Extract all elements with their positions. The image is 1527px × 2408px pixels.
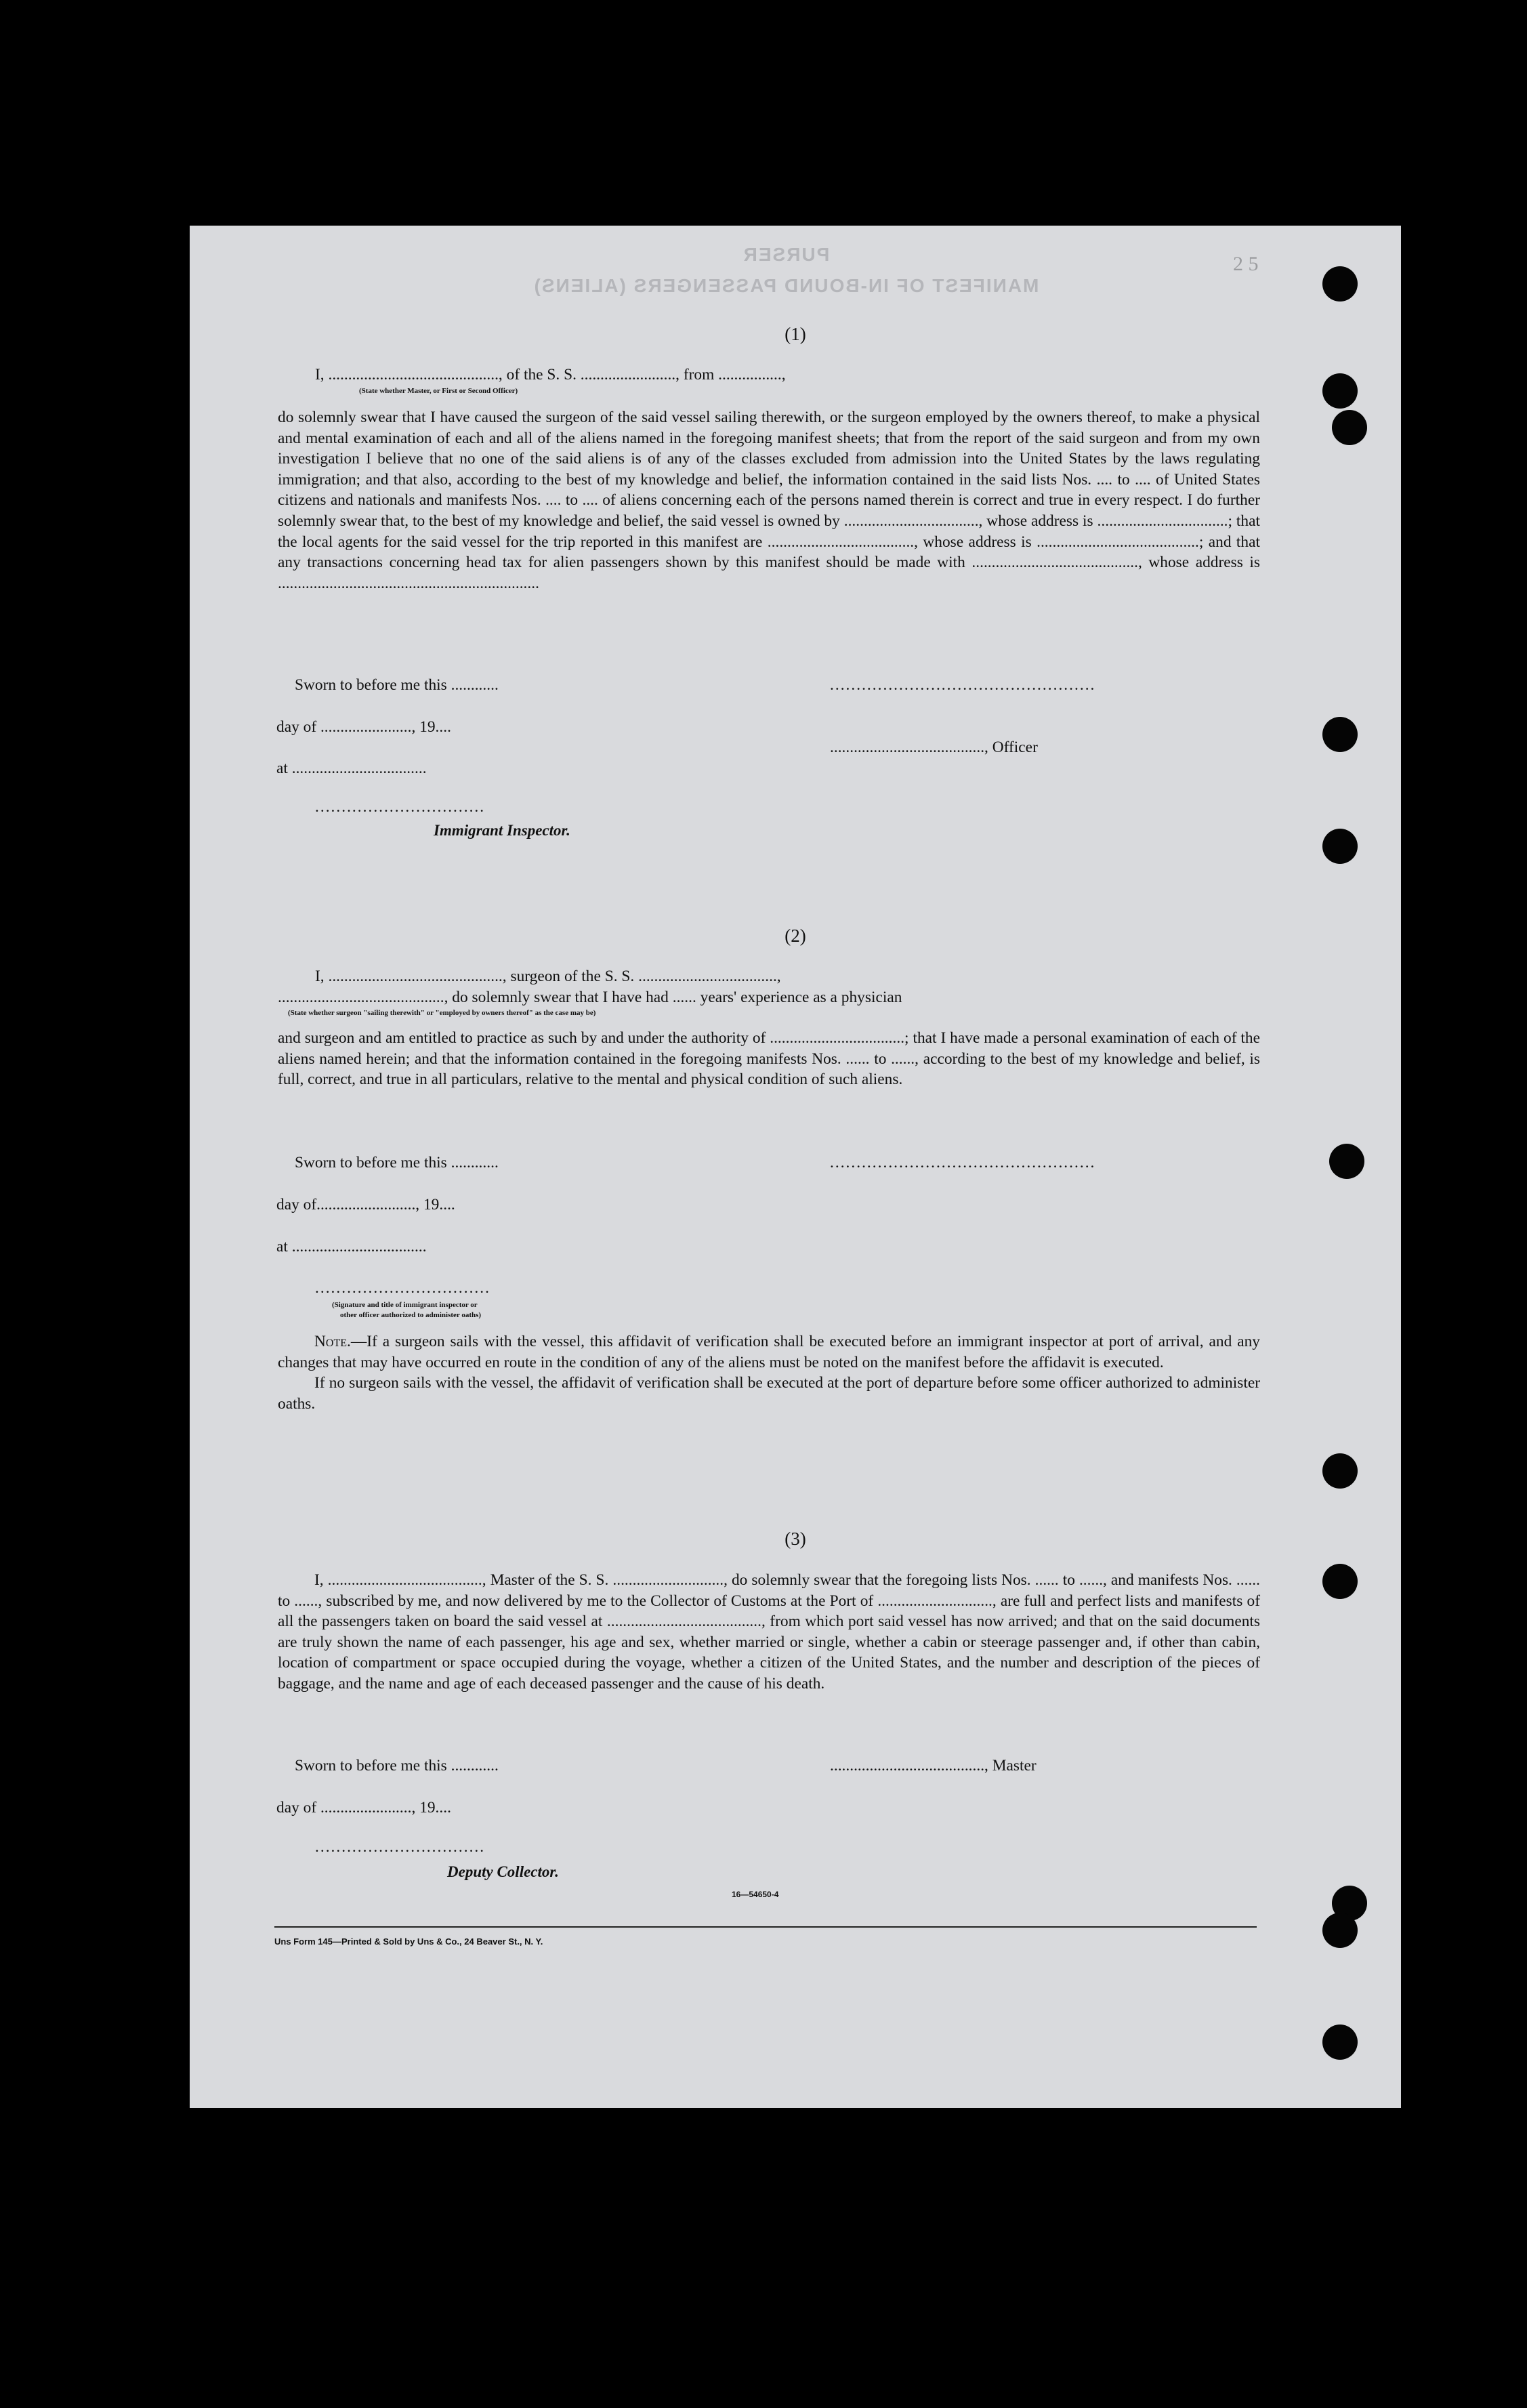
section-1-inspector-dots: ................................: [315, 798, 486, 816]
section-1-inspector-caption: Immigrant Inspector.: [434, 822, 570, 839]
section-1-at: at ..................................: [276, 760, 427, 777]
note-text: —If a surgeon sails with the vessel, this affidavit of verification shall be executed before an immigrant inspector at port of arrival, and any changes that may have occurred en route in the condition of any of the aliens must be noted on the manifest before the affidavit is executed.: [278, 1333, 1260, 1371]
section-3-collector-caption: Deputy Collector.: [447, 1863, 559, 1880]
punch-hole: [1322, 2025, 1358, 2060]
section-1-line1: I, ..........................................., of the S. S. ........................, from ................,: [315, 366, 786, 383]
section-1-signature-dots: ..................................................: [830, 676, 1096, 694]
section-1-officer: ......................................., Officer: [830, 739, 1038, 756]
section-2-day: day of........................., 19....: [276, 1196, 455, 1213]
manifest-form-sheet: [190, 226, 1401, 2108]
section-1-line1-note: (State whether Master, or First or Second Officer): [359, 387, 518, 395]
section-2-signature-caption-2: other officer authorized to administer oaths): [340, 1311, 482, 1319]
punch-hole: [1322, 829, 1358, 864]
section-1-number: (1): [785, 324, 806, 344]
section-1-day: day of ......................., 19....: [276, 718, 451, 736]
section-2-note: [278, 1331, 1260, 1414]
punch-hole: [1322, 717, 1358, 752]
section-3-master: ......................................., Master: [830, 1757, 1037, 1774]
section-2-body: and surgeon and am entitled to practice as such by and under the authority of ..................................; that I have made a personal examination of each of the aliens named herein; and that the information contained in the foregoing manifests Nos. ...... to ......, according to the best of my knowledge and belief, is full, correct, and true in all particulars, relative to the mental and physical condition of such aliens.: [278, 1029, 1260, 1089]
section-2-sworn: Sworn to before me this ............: [295, 1154, 499, 1171]
section-2-signature-caption-1: (Signature and title of immigrant inspector or: [332, 1301, 478, 1309]
section-2-number: (2): [785, 926, 806, 946]
section-2-signature-dots: ..................................................: [830, 1154, 1096, 1171]
section-3-body: I, ......................................., Master of the S. S. ............................, do solemnly swear that the foregoing lists Nos. ...... to ......, and manifests Nos. ...... to ......, subscribed by me, and now delivered by me to the Collector of Customs at the Port of ............................., are full and perfect lists and manifests of all the passengers taken on board the said vessel at ......................................., from which port said vessel has now arrived; and that on the said documents are truly shown the name of each passenger, his age and sex, whether married or single, whether a cabin or steerage passenger and, if other than cabin, location of compartment or space occupied during the voyage, whether a citizen of the United States, and the number and description of the pieces of baggage, and the name and age of each deceased passenger and the cause of his death.: [278, 1571, 1260, 1693]
section-2-line2: .........................................., do solemnly swear that I have had ...... years' experience as a physician: [278, 989, 902, 1006]
section-2-line2-note: (State whether surgeon "sailing therewith" or "employed by owners thereof" as the case may be): [288, 1009, 596, 1017]
section-3-day: day of ......................., 19....: [276, 1799, 451, 1817]
punch-hole: [1329, 1144, 1364, 1179]
punch-hole: [1322, 373, 1358, 409]
section-2-line1: I, ............................................, surgeon of the S. S. ...................................,: [315, 968, 781, 985]
print-code: 16—54650-4: [732, 1890, 779, 1899]
footer-imprint: Uns Form 145—Printed & Sold by Uns & Co., 24 Beaver St., N. Y.: [274, 1936, 543, 1947]
note-text-2: If no surgeon sails with the vessel, the affidavit of verification shall be executed at the port of departure before some officer authorized to administer oaths.: [278, 1374, 1260, 1413]
section-1-sworn: Sworn to before me this ............: [295, 676, 499, 694]
section-3-number: (3): [785, 1529, 806, 1549]
section-3-collector-dots: ................................: [315, 1838, 486, 1856]
punch-hole: [1322, 1453, 1358, 1489]
footer-rule: [274, 1926, 1257, 1928]
page-mark: 2 5: [1233, 253, 1259, 275]
note-label: Note.: [314, 1333, 351, 1350]
bleed-through-header: PURSER MANIFEST OF IN-BOUND PASSENGERS (ALIENS): [532, 244, 1039, 296]
section-1-body: do solemnly swear that I have caused the surgeon of the said vessel sailing therewith, or the surgeon employed by the owners thereof, to make a physical and mental examination of each and all of the aliens named in the foregoing manifest sheets; that from the report of the said surgeon and from my own investigation I believe that no one of the said aliens is of any of the classes excluded from admission into the United States by the laws regulating immigration; and that also, according to the best of my knowledge and belief, the information contained in the said lists Nos. .... to .... of United States citizens and nationals and manifests Nos. .... to .... of aliens concerning each of the persons named therein is correct and true in every respect. I do further solemnly swear that, to the best of my knowledge and belief, the said vessel is owned by .................................., whose address is .................................; that the local agents for the said vessel for the trip reported in this manifest are ....................................., whose address is .........................................; and that any transactions concerning head tax for alien passengers shown by this manifest should be made with .........................................., whose address is ..................................................................: [278, 409, 1260, 592]
punch-hole: [1322, 266, 1358, 302]
section-3-sworn: Sworn to before me this ............: [295, 1757, 499, 1774]
punch-hole: [1332, 410, 1367, 445]
punch-hole: [1322, 1913, 1358, 1948]
punch-hole: [1322, 1564, 1358, 1599]
section-2-at: at ..................................: [276, 1238, 427, 1255]
section-2-signature-left-dots: .................................: [315, 1279, 490, 1297]
